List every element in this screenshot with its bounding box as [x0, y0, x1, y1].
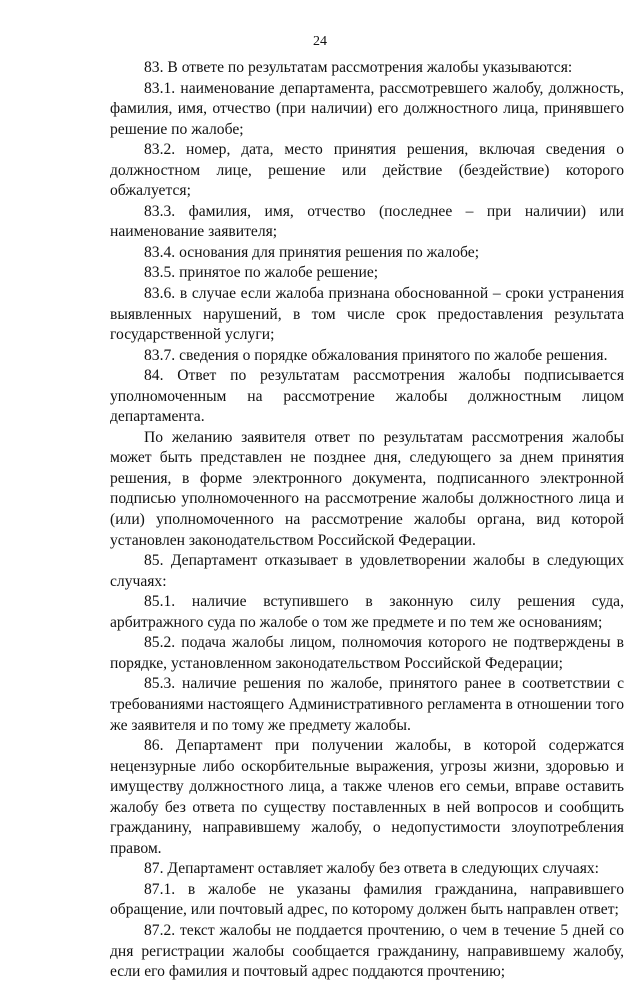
document-body	[110, 58, 624, 983]
paragraph-85: 85. Департамент отказывает в удовлетворении жалобы в следующих случаях:	[110, 552, 624, 590]
paragraph-83-4: 83.4. основания для принятия решения по жалобе;	[144, 243, 480, 261]
paragraph-84: 84. Ответ по результатам рассмотрения жалобы подписывается уполномоченным на рассмотрение жалобы должностным лицом департамента.	[110, 367, 624, 426]
paragraph-87-1: 87.1. в жалобе не указаны фамилия гражданина, направившего обращение, или почтовый адрес, по которому должен быть направлен ответ;	[110, 880, 624, 919]
paragraph-87-2: 87.2. текст жалобы не поддается прочтению, о чем в течение 5 дней со дня регистрации жалобы сообщается гражданину, направившему жалобу, если его фамилия и почтовый адрес поддаются прочтению;	[110, 921, 624, 981]
page-number: 24	[313, 34, 327, 49]
paragraph-83-6: 83.6. в случае если жалоба признана обоснованной – сроки устранения выявленных нарушений, в том числе срок предоставления результата государственной услуги;	[110, 285, 624, 344]
paragraph-83-2: 83.2. номер, дата, место принятия решения, включая сведения о должностном лице, решение или действие (бездействие) которого обжалуется;	[110, 141, 624, 200]
paragraph-87: 87. Департамент оставляет жалобу без ответа в следующих случаях:	[144, 860, 599, 878]
paragraph-85-2: 85.2. подача жалобы лицом, полномочия которого не подтверждены в порядке, установленном законодательством Российской Федерации;	[110, 634, 624, 672]
paragraph-83-1: 83.1. наименование департамента, рассмотревшего жалобу, должность, фамилия, имя, отчество (при наличии) его должностного лица, принявшего решение по жалобе;	[110, 79, 624, 138]
paragraph-85-1: 85.1. наличие вступившего в законную силу решения суда, арбитражного суда по жалобе о том же предмете и по тем же основаниям;	[110, 593, 624, 631]
paragraph-83-3: 83.3. фамилия, имя, отчество (последнее – при наличии) или наименование заявителя;	[110, 202, 624, 241]
paragraph-85-3: 85.3. наличие решения по жалобе, принятого ранее в соответствии с требованиями настоящего Административного регламента в отношении того же заявителя и по тому же предмету жалобы.	[110, 675, 624, 734]
paragraph-83-5: 83.5. принятое по жалобе решение;	[144, 264, 379, 282]
paragraph-86: 86. Департамент при получении жалобы, в которой содержатся нецензурные либо оскорбительные выражения, угрозы жизни, здоровью и имуществу должностного лица, а также членов его семьи, вправе оставить жалобу без ответа по существу поставленных в ней вопросов и сообщить гражданину, направившему жалобу, о недопустимости злоупотребления правом.	[110, 737, 624, 857]
paragraph-83: 83. В ответе по результатам рассмотрения жалобы указываются:	[144, 59, 573, 76]
paragraph-83-7: 83.7. сведения о порядке обжалования принятого по жалобе решения.	[144, 346, 608, 364]
paragraph-84-electronic-answer: По желанию заявителя ответ по результатам рассмотрения жалобы может быть представлен не позднее дня, следующего за днем принятия решения, в форме электронного документа, подписанного электронной подписью уполномоченного на рассмотрение жалобы должностного лица и (или) уполномоченного на рассмотрение жалобы органа, вид которой установлен законодательством Российской Федерации.	[110, 428, 624, 549]
